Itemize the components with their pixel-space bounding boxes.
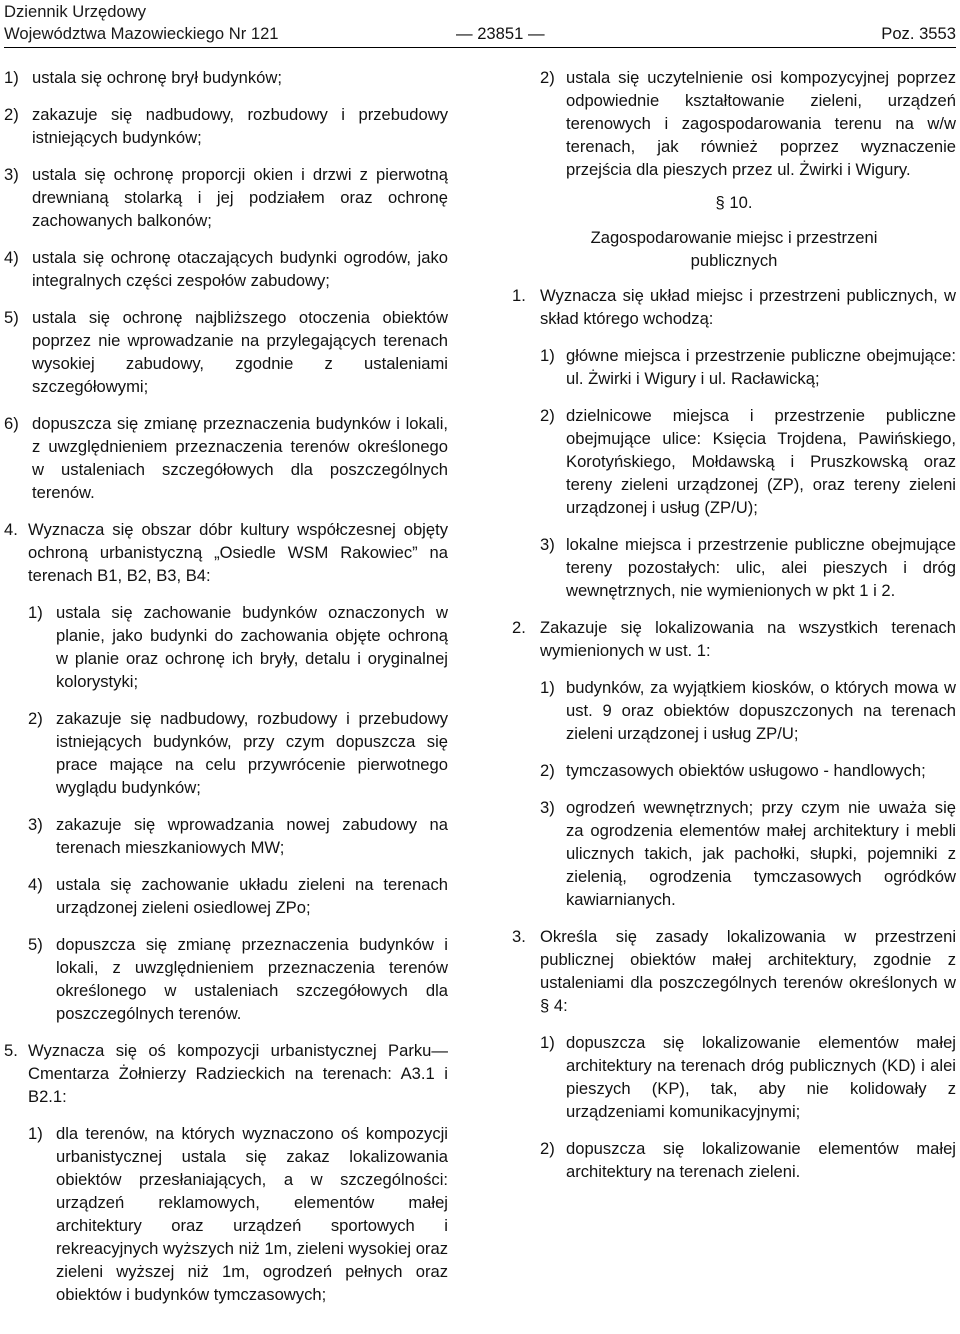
item-number: 2) xyxy=(540,68,555,87)
item-text: ustala się ochronę otaczających budynki ogrodów, jako integralnych części zespołów zabudowy; xyxy=(32,248,448,290)
item-number: 3) xyxy=(28,815,43,834)
item-text: lokalne miejsca i przestrzenie publiczne obejmujące tereny pozostałych: ulic, alei pieszych i dróg wewnętrznych, nie wymienionych w pkt 1 i 2. xyxy=(566,535,956,600)
item-text: ustala się ochronę brył budynków; xyxy=(32,68,282,87)
item-text: ustala się uczytelnienie osi kompozycyjnej poprzez odpowiednie kształtowanie zieleni, urządzeń terenowych i zagospodarowania terenu na w/w terenach, jak również poprzez wyznaczenie przejścia dla pieszych przez ul. Żwirki i Wigury. xyxy=(566,68,956,179)
paragraph xyxy=(512,616,956,662)
journal-volume: Województwa Mazowieckiego Nr 121 xyxy=(4,24,279,43)
item-number: 4) xyxy=(4,248,19,267)
item-number: 1) xyxy=(540,678,555,697)
item-text: ustala się zachowanie budynków oznaczonych w planie, jako budynki do zachowania objęte ochroną w planie oraz ochronę ich bryły, detalu i oryginalnej kolorystyki; xyxy=(56,603,448,691)
item-text: zakazuje się nadbudowy, rozbudowy i przebudowy istniejących budynków, przy czym dopuszcza się prace mające na celu przywrócenie pierwotnego wyglądu budynków; xyxy=(56,709,448,797)
item-number: 1) xyxy=(4,68,19,87)
section-title: Zagospodarowanie miejsc i przestrzeni publicznych xyxy=(590,228,878,270)
item-number: 1) xyxy=(540,1033,555,1052)
item-text: ustala się ochronę proporcji okien i drzwi z pierwotną drewnianą stolarką i jej podziałem oraz ochronę zachowanych balkonów; xyxy=(32,165,448,230)
item-number: 4) xyxy=(28,875,43,894)
item-number: 3) xyxy=(540,798,555,817)
item-text: tymczasowych obiektów usługowo - handlowych; xyxy=(566,761,926,780)
item-number: 1. xyxy=(512,286,526,305)
list-item xyxy=(512,533,956,602)
list-item xyxy=(4,412,448,504)
item-number: 4. xyxy=(4,520,18,539)
item-text: dopuszcza się lokalizowanie elementów małej architektury na terenach dróg publicznych (KD) i alei pieszych (KP), tak, aby nie kolidowały z urządzeniami komunikacyjnymi; xyxy=(566,1033,956,1121)
section-number: § 10. xyxy=(715,193,753,212)
list-item xyxy=(512,759,956,782)
list-item xyxy=(4,246,448,292)
item-text: dzielnicowe miejsca i przestrzenie publiczne obejmujące ulice: Księcia Trojdena, Pawińskiego, Korotyńskiego, Mołdawską i Pruszkowską oraz tereny zieleni urządzonej (ZP), oraz tereny zieleni urządzonej i usług (ZP/U); xyxy=(566,406,956,517)
list-item xyxy=(512,796,956,911)
right-column xyxy=(512,66,956,1197)
list-item xyxy=(4,1122,448,1306)
paragraph xyxy=(4,518,448,587)
item-number: 3) xyxy=(540,535,555,554)
header-rule xyxy=(4,47,956,48)
list-item xyxy=(4,66,448,89)
journal-title: Dziennik Urzędowy xyxy=(4,2,147,21)
item-number: 2) xyxy=(4,105,19,124)
item-text: ustala się ochronę najbliższego otoczenia obiektów poprzez nie wprowadzanie na przylegających terenach wysokiej zabudowy, zgodnie z ustaleniami szczegółowymi; xyxy=(32,308,448,396)
item-text: zakazuje się nadbudowy, rozbudowy i przebudowy istniejących budynków; xyxy=(32,105,448,147)
page-number: — 23851 — xyxy=(456,24,545,43)
item-text: główne miejsca i przestrzenie publiczne obejmujące: ul. Żwirki i Wigury i ul. Racławicką; xyxy=(566,346,956,388)
right-items xyxy=(512,284,956,1183)
position-number: Poz. 3553 xyxy=(881,24,956,43)
list-item xyxy=(4,707,448,799)
item-number: 3) xyxy=(4,165,19,184)
item-text: ogrodzeń wewnętrznych; przy czym nie uważa się za ogrodzenia elementów małej architektury i mebli ulicznych takich, jak pachołki, słupki, pojemniki z zielenią, ogrodzenia tymczasowych ogródków kawiarnianych. xyxy=(566,798,956,909)
item-number: 2. xyxy=(512,618,526,637)
item-number: 2) xyxy=(540,761,555,780)
item-number: 1) xyxy=(28,603,43,622)
list-item xyxy=(512,676,956,745)
item-number: 1) xyxy=(540,346,555,365)
item-number: 2) xyxy=(28,709,43,728)
item-text: dopuszcza się lokalizowanie elementów małej architektury na terenach zieleni. xyxy=(566,1139,956,1181)
item-text: ustala się zachowanie układu zieleni na terenach urządzonej zieleni osiedlowej ZPo; xyxy=(56,875,448,917)
list-item xyxy=(4,813,448,859)
item-number: 3. xyxy=(512,927,526,946)
paragraph xyxy=(512,925,956,1017)
list-item xyxy=(4,601,448,693)
list-item xyxy=(4,163,448,232)
item-number: 5) xyxy=(4,308,19,327)
item-text: dopuszcza się zmianę przeznaczenia budynków i lokali, z uwzględnieniem przeznaczenia terenów określonego w ustaleniach szczegółowych dla poszczególnych terenów. xyxy=(56,935,448,1023)
item-text: Wyznacza się oś kompozycji urbanistycznej Parku—Cmentarza Żołnierzy Radzieckich na terenach: A3.1 i B2.1: xyxy=(28,1041,448,1106)
page-header xyxy=(4,0,956,46)
item-number: 5) xyxy=(28,935,43,954)
list-item xyxy=(4,873,448,919)
paragraph xyxy=(4,1039,448,1108)
paragraph xyxy=(512,284,956,330)
item-number: 5. xyxy=(4,1041,18,1060)
item-text: dla terenów, na których wyznaczono oś kompozycji urbanistycznej ustala się zakaz lokalizowania obiektów przesłaniających, a w szczególności: urządzeń reklamowych, elementów małej architektury oraz urządzeń sportowych i rekreacyjnych wyższych niż 1m, zieleni wysokiej oraz zieleni wyższej niż 1m, ogrodzeń pełnych oraz obiektów i budynków tymczasowych; xyxy=(56,1124,448,1304)
item-number: 6) xyxy=(4,414,19,433)
item-text: Wyznacza się obszar dóbr kultury współczesnej objęty ochroną urbanistyczną „Osiedle WSM Rakowiec” na terenach B1, B2, B3, B4: xyxy=(28,520,448,585)
list-item xyxy=(512,404,956,519)
item-number: 1) xyxy=(28,1124,43,1143)
list-item xyxy=(512,1137,956,1183)
list-item xyxy=(4,933,448,1025)
item-text: budynków, za wyjątkiem kiosków, o których mowa w ust. 9 oraz obiektów dopuszczonych na terenach zieleni urządzonej i usług ZP/U; xyxy=(566,678,956,743)
list-item xyxy=(4,306,448,398)
list-item xyxy=(512,1031,956,1123)
item-text: Zakazuje się lokalizowania na wszystkich terenach wymienionych w ust. 1: xyxy=(540,618,956,660)
item-text: Określa się zasady lokalizowania w przestrzeni publicznej obiektów małej architektury, zgodnie z ustaleniami dla poszczególnych terenów określonych w § 4: xyxy=(540,927,956,1015)
list-item xyxy=(512,344,956,390)
list-item xyxy=(4,103,448,149)
left-column xyxy=(4,66,448,1320)
item-text: zakazuje się wprowadzania nowej zabudowy na terenach mieszkaniowych MW; xyxy=(56,815,448,857)
item-text: dopuszcza się zmianę przeznaczenia budynków i lokali, z uwzględnieniem przeznaczenia terenów określonego w ustaleniach szczegółowych dla poszczególnych terenów. xyxy=(32,414,448,502)
item-number: 2) xyxy=(540,406,555,425)
list-item xyxy=(512,66,956,181)
item-text: Wyznacza się układ miejsc i przestrzeni publicznych, w skład którego wchodzą: xyxy=(540,286,956,328)
item-number: 2) xyxy=(540,1139,555,1158)
